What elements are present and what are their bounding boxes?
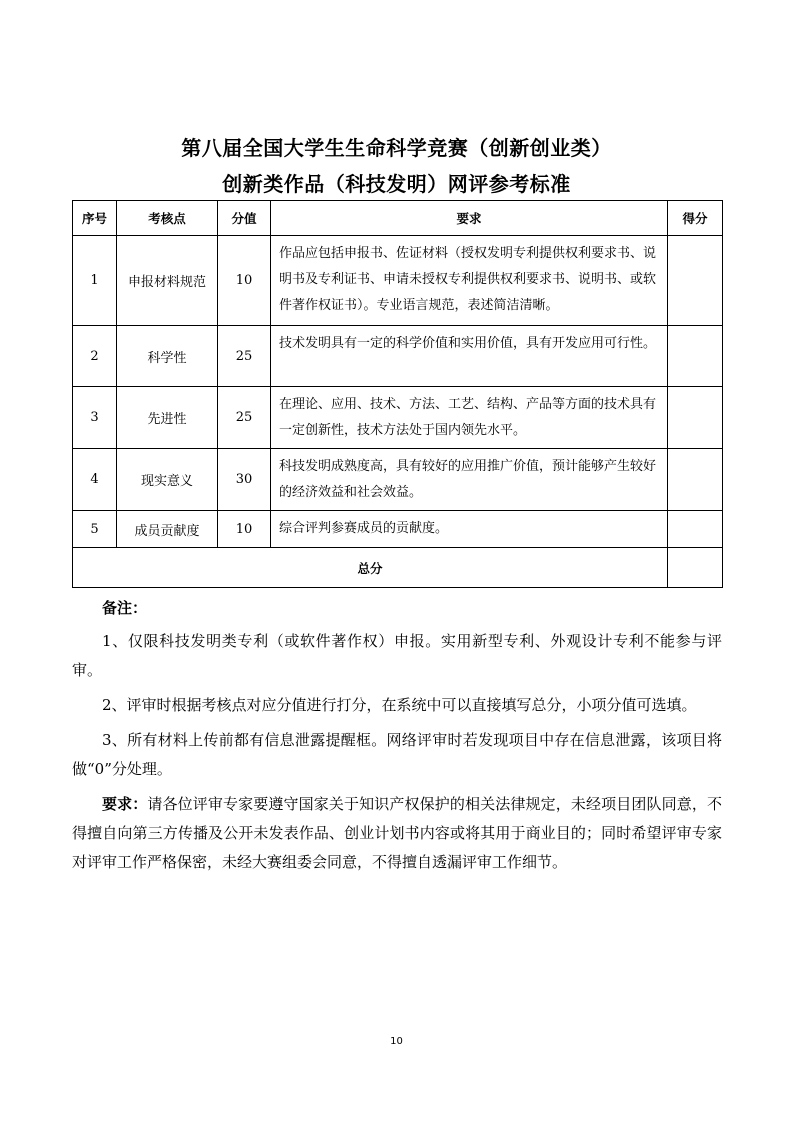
row-score: 30: [218, 449, 271, 511]
row-item: 现实意义: [117, 449, 218, 511]
header-got: 得分: [668, 201, 723, 236]
row-no: 3: [73, 387, 117, 449]
notes-section: [72, 594, 722, 883]
page-number: 10: [390, 1036, 403, 1047]
criteria-table: [72, 200, 723, 588]
table-row: [73, 387, 723, 449]
row-item: 成员贡献度: [117, 511, 218, 548]
row-score: 25: [218, 387, 271, 449]
requirement-paragraph: [72, 790, 722, 877]
row-got[interactable]: [668, 511, 723, 548]
table-row: [73, 326, 723, 387]
table-row: [73, 236, 723, 326]
row-got[interactable]: [668, 326, 723, 387]
note-item: 1、仅限科技发明类专利（或软件著作权）申报。实用新型专利、外观设计专利不能参与评审。: [72, 632, 722, 679]
table-row: [73, 511, 723, 548]
total-value[interactable]: [668, 548, 723, 588]
row-requirement: 作品应包括申报书、佐证材料（授权发明专利提供权利要求书、说明书及专利证书、申请未授权专利提供权利要求书、说明书、或软件著作权证书）。专业语言规范，表述简洁清晰。: [271, 236, 668, 326]
header-no: 序号: [73, 201, 117, 236]
row-item: 申报材料规范: [117, 236, 218, 326]
row-score: 10: [218, 511, 271, 548]
row-item: 科学性: [117, 326, 218, 387]
document-title: 第八届全国大学生生命科学竞赛（创新创业类）: [181, 136, 612, 160]
total-row: [73, 548, 723, 588]
row-score: 10: [218, 236, 271, 326]
header-requirement: 要求: [271, 201, 668, 236]
requirement-label: 要求：: [102, 795, 148, 813]
row-no: 4: [73, 449, 117, 511]
document-subtitle: 创新类作品（科技发明）网评参考标准: [222, 172, 571, 196]
note-item: 3、所有材料上传前都有信息泄露提醒框。网络评审时若发现项目中存在信息泄露，该项目将做“0”分处理。: [72, 731, 722, 778]
row-no: 2: [73, 326, 117, 387]
header-item: 考核点: [117, 201, 218, 236]
header-score: 分值: [218, 201, 271, 236]
row-requirement: 技术发明具有一定的科学价值和实用价值，具有开发应用可行性。: [271, 326, 668, 387]
row-got[interactable]: [668, 449, 723, 511]
row-got[interactable]: [668, 387, 723, 449]
row-no: 5: [73, 511, 117, 548]
requirement-text: 请各位评审专家要遵守国家关于知识产权保护的相关法律规定，未经项目团队同意，不得擅自向第三方传播及公开未发表作品、创业计划书内容或将其用于商业目的；同时希望评审专家对评审工作严格保密，未经大赛组委会同意，不得擅自透漏评审工作细节。: [72, 795, 722, 871]
row-item: 先进性: [117, 387, 218, 449]
row-requirement: 综合评判参赛成员的贡献度。: [271, 511, 668, 548]
table-row: [73, 449, 723, 511]
note-item: 2、评审时根据考核点对应分值进行打分，在系统中可以直接填写总分，小项分值可选填。: [102, 696, 697, 714]
total-label: 总分: [73, 548, 668, 588]
row-got[interactable]: [668, 236, 723, 326]
row-requirement: 在理论、应用、技术、方法、工艺、结构、产品等方面的技术具有一定创新性，技术方法处于国内领先水平。: [271, 387, 668, 449]
table-header-row: [73, 201, 723, 236]
row-score: 25: [218, 326, 271, 387]
row-requirement: 科技发明成熟度高，具有较好的应用推广价值，预计能够产生较好的经济效益和社会效益。: [271, 449, 668, 511]
row-no: 1: [73, 236, 117, 326]
notes-heading: 备注：: [102, 599, 148, 617]
